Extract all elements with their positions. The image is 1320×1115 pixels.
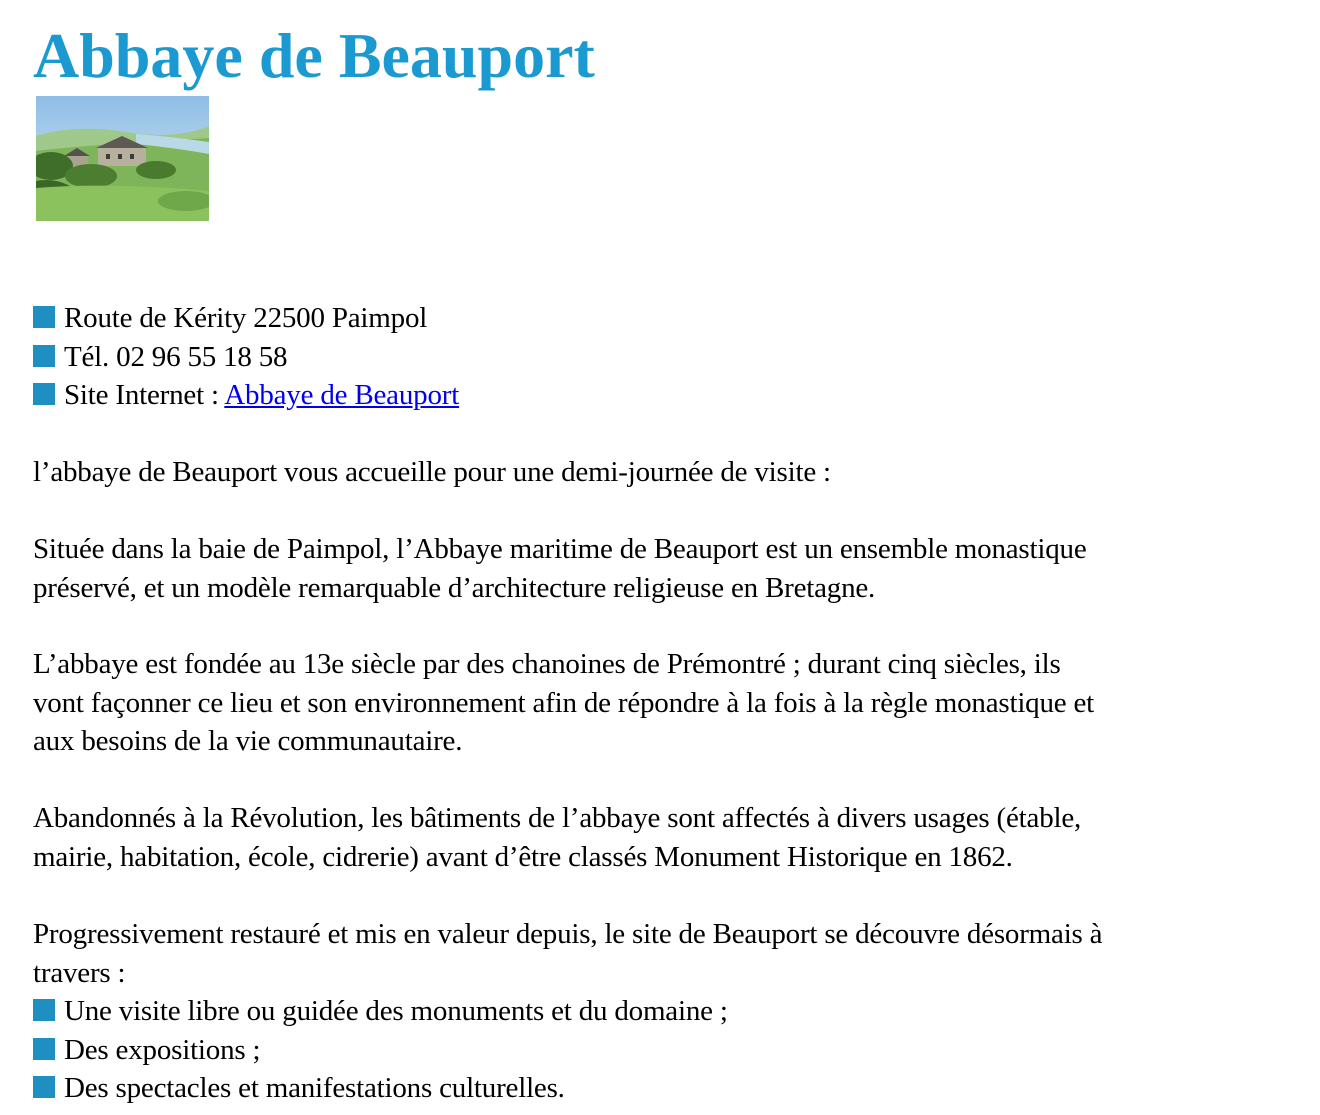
abbey-landscape-photo <box>36 96 209 221</box>
contact-address: Route de Kérity 22500 Paimpol <box>33 299 1301 338</box>
page-title: Abbaye de Beauport <box>33 20 595 91</box>
paragraph-revolution: Abandonnés à la Révolution, les bâtiments de l’abbaye sont affectés à divers usages (étable, mairie, habitation, école, cidrerie) avant d’être classés Monument Historique en 1862. <box>33 802 1082 873</box>
paragraph-history: L’abbaye est fondée au 13e siècle par des chanoines de Prémontré ; durant cinq siècles, ils vont façonner ce lieu et son environnement afin de répondre à la fois à la règle monastique et aux besoins de la vie communautaire. <box>33 648 1095 757</box>
contact-website: Site Internet : Abbaye de Beauport <box>33 376 1301 415</box>
square-bullet-icon <box>33 306 55 328</box>
list-item: Des expositions ; <box>33 1031 1301 1070</box>
paragraph-today: Progressivement restauré et mis en valeur depuis, le site de Beauport se découvre désormais à travers : Une visite libre ou guidée des monuments et du domaine ; Des expositions ; Des spectacles et manifestations culturelles. <box>33 915 1301 1108</box>
list-item: Une visite libre ou guidée des monuments et du domaine ; <box>33 992 1301 1031</box>
square-bullet-icon <box>33 345 55 367</box>
contact-phone: Tél. 02 96 55 18 58 <box>33 338 1301 377</box>
square-bullet-icon <box>33 999 55 1021</box>
square-bullet-icon <box>33 383 55 405</box>
square-bullet-icon <box>33 1038 55 1060</box>
paragraph-location: Située dans la baie de Paimpol, l’Abbaye maritime de Beauport est un ensemble monastique préservé, et un modèle remarquable d’architecture religieuse en Bretagne. <box>33 533 1087 604</box>
contact-block <box>33 299 1301 415</box>
website-link[interactable]: Abbaye de Beauport <box>224 379 460 411</box>
list-item: Des spectacles et manifestations culturelles. <box>33 1069 1301 1108</box>
paragraph-intro: l’abbaye de Beauport vous accueille pour une demi-journée de visite : <box>33 456 831 488</box>
square-bullet-icon <box>33 1076 55 1098</box>
